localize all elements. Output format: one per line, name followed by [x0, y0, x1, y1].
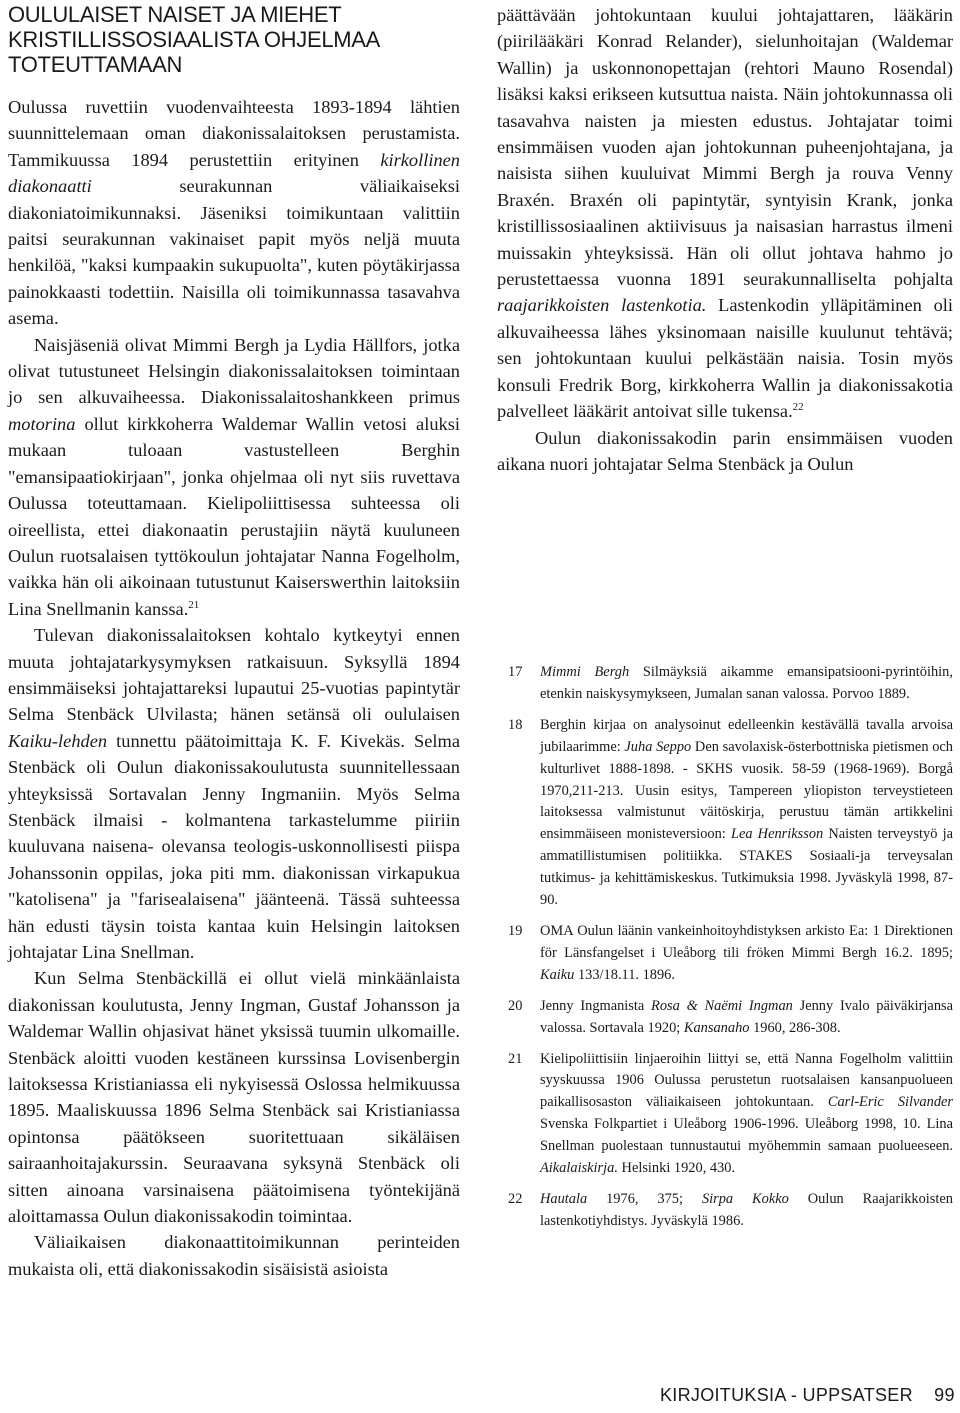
- paragraph-4: Kun Selma Stenbäckillä ei ollut vielä minkäänlaista diakonissan koulutusta, Jenny Ingman, Gustaf Johansson ja Waldemar Wallin ohjasivat hänet yksissä tuumin ulkomaille. Stenbäck aloitti vuoden kestäneen kurssinsa Lovisenbergin laitoksessa Kristianiassa eli nykyisessä Oslossa helmikuussa 1895. Maaliskuussa 1896 Selma Stenbäck sai Kristianiassa opintonsa päätökseen suoritettuaan sikäläisen sairaanhoitajakurssin. Seuraavana syksynä Stenbäck oli sitten ainoana varsinaisena päätoimisena työntekijänä aloittamassa Oulun diakonissakodin toimintaa.: [8, 968, 460, 1227]
- footnote-17: 17 Mimmi Bergh Silmäyksiä aikamme emansipatsiooni-pyrintöihin, etenkin naiskysymykseen, Jumalan sanan valossa. Porvoo 1889.: [508, 664, 953, 702]
- footnote-ref-21: 21: [188, 598, 200, 611]
- heading-line-3: TOTEUTTAMAAN: [8, 52, 183, 77]
- heading-line-2: KRISTILLISSOSIAALISTA OHJELMAA: [8, 27, 381, 52]
- paragraph-3: Tulevan diakonissalaitoksen kohtalo kytkeytyi ennen muuta johtajatarkysymyksen ratkaisuun. Syksyllä 1894 ensimmäiseksi johtajattareksi lupautui 25-vuotias papintytär Selma Stenbäck Ulvilasta; hänen setänsä oli oululaisen Kaiku-lehden tunnettu päätoimittaja K. F. Kivekäs. Selma Stenbäck oli Oulun diakonissakoulutusta suunnitellessaan yhteyksissä Sortavalan Jenny Ingmaniin. Myös Selma Stenbäck ilmaisi - kolmantena tarkastelumme piiriin kuuluvana naisena- olevansa teologis-uskonnollisesti piispa Johanssonin oppilas, joka piti mm. diakonissan virkapukua "katolisena" ja "farisealaisena" jäänteenä. Tässä suhteessa hän edusti täysin toista kantaa kuin Helsingin laitoksen johtajatar Lina Snellman.: [8, 625, 460, 962]
- footnote-number: 19: [508, 922, 523, 939]
- footnote-22: 22 Hautala 1976, 375; Sirpa Kokko Oulun Raajarikkoisten lastenkotiyhdistys. Jyväskylä 1986.: [508, 1190, 953, 1229]
- footnote-21: 21 Kielipoliittisiin linjaeroihin liittyi se, että Nanna Fogelholm valittiin syyskuussa 1906 Oulussa perustetun ruotsalaisen kansanpuolueen paikallisosaston väliaikaiseen johtokuntaan. Carl-Eric Silvander Svenska Folkpartiet i Uleåborg 1906-1996. Uleåborg 1998, 10. Lina Snellman puolestaan tunnustautui myöhemmin samaan puolueeseen. Aikalaiskirja. Helsinki 1920, 430.: [508, 1050, 953, 1177]
- left-column: [8, 0, 460, 1282]
- footnote-ref-22: 22: [792, 401, 804, 414]
- paragraph-6: päättävään johtokuntaan kuului johtajattaren, lääkärin (piirilääkäri Konrad Relander), sielunhoitajan (Waldemar Wallin) ja uskonnonopettajan (rehtori Mauno Rosendal) lisäksi kaksi erikseen kutsuttua naista. Näin johtokunnassa oli tasavahva naisten ja miesten edustus. Johtajatar toimi ensimmäisen vuoden ajan johtokunnan puheenjohtajana, ja naisista siihen kuuluivat Mimmi Bergh ja rouva Venny Braxén. Braxén oli papintytär, syntyisin Krank, jonka kristillissosiaalinen aktiivisuus ja naisasian harrastus ilmeni muissakin yhteyksissä. Hän oli ollut johtava hahmo jo perustettaessa vuonna 1891 seurakunnalliselta pohjalta raajarikkoisten lastenkotia. Lastenkodin ylläpitäminen oli alkuvaiheessa lähes yksinomaan naisille kuulunut tehtävä; sen johtokuntaan kuului pelkästään naisia. Tosin myös konsuli Fredrik Borg, kirkkoherra Wallin ja diakonissakotia palvelleet lääkärit antoivat sille tukensa.$^{22}$: [497, 5, 953, 422]
- running-footer-title: KIRJOITUKSIA - UPPSATSER: [660, 1385, 913, 1405]
- footnote-20: 20 Jenny Ingmanista Rosa & Naëmi Ingman Jenny Ivalo päiväkirjansa valossa. Sortavala 1920; Kansanaho 1960, 286-308.: [508, 997, 954, 1036]
- paragraph-1: Oulussa ruvettiin vuodenvaihteesta 1893-1894 lähtien suunnittelemaan oman diakonissalaitoksen perustamista. Tammikuussa 1894 perustettiin erityinen kirkollinen diakonaatti seurakunnan väliaikaiseksi diakoniatoimikunnaksi. Jäseniksi toimikuntaan valittiin paitsi seurakunnan vakinaiset papit myös neljä muuta henkilöä, "kaksi kumpaakin sukupuolta", kuten pöytäkirjassa painokkaasti todettiin. Naisilla oli toimikunnassa tasavahva asema.: [8, 97, 460, 329]
- page-footer: [660, 1385, 953, 1406]
- right-body: [497, 2, 953, 477]
- heading-line-1: OULULAISET NAISET JA MIEHET: [8, 2, 342, 27]
- footnote-number: 21: [508, 1050, 523, 1067]
- paragraph-5: Väliaikaisen diakonaattitoimikunnan perinteiden mukaista oli, että diakonissakodin sisäisistä asioista: [8, 1232, 460, 1279]
- page-number: 99: [934, 1385, 955, 1405]
- paragraph-7: Oulun diakonissakodin parin ensimmäisen vuoden aikana nuori johtajatar Selma Stenbäck ja Oulun: [497, 427, 953, 474]
- footnote-19: 19 OMA Oulun läänin vankeinhoitoyhdistyksen arkisto Ea: 1 Direktionen för Länsfangelset i Uleåborg tili fröken Mimmi Bergh 16.2. 1895; Kaiku 133/18.11. 1896.: [508, 922, 953, 983]
- right-column: [497, 0, 953, 477]
- footnote-18: 18 Berghin kirjaa on analysoinut edelleenkin kestävällä tavalla arvoisa jubilaarimme: Juha Seppo Den savolaxisk-österbottniska pietismen och kulturlivet 1888-1898. - SKHS vuosik. 58-59 (1968-1969). Borgå 1970,211-213. Uusin esitys, Tampereen yliopiston terveystieteen laitoksessa valmistunut väitöskirja, perustuu tämän artikkelini ensimmäiseen monisteversioon: Lea Henriksson Naisten terveystyö ja ammatillistumisen politiikka. STAKES Sosiaali-ja terveysalan tutkimus- ja kehittämiskeskus. Tutkimuksia 1998. Jyväskylä 1998, 87-90.: [508, 716, 953, 909]
- footnote-number: 22: [508, 1190, 523, 1207]
- footnote-number: 18: [508, 716, 523, 733]
- paragraph-2: Naisjäseniä olivat Mimmi Bergh ja Lydia Hällfors, jotka olivat tutustuneet Helsingin diakonissalaitoksen toimintaan jo sen alkuvaiheessa. Diakonissalaitoshankkeen primus motorina ollut kirkkoherra Waldemar Wallin vetosi aluksi mukaan tuloaan vastustelleen Berghin "emansipaatiokirjaan", jonka ohjelmaa oli nyt siis ruvettava Oulussa toteuttamaan. Kielipoliittisessa suhteessa oli oireellista, ettei diakonaatin perustajiin näytä kuuluneen Oulun ruotsalaisen tyttökoulun johtajatar Nanna Fogelholm, vaikka hän oli aikoinaan tutustunut Kaiserswerthin laitoksiin Lina Snellmanin kanssa.$^{21}$: [8, 334, 460, 619]
- left-body: [8, 94, 460, 1282]
- footnote-number: 20: [508, 997, 523, 1014]
- article-heading: [8, 2, 460, 77]
- footnotes: [508, 662, 953, 1233]
- footnote-number: 17: [508, 664, 523, 680]
